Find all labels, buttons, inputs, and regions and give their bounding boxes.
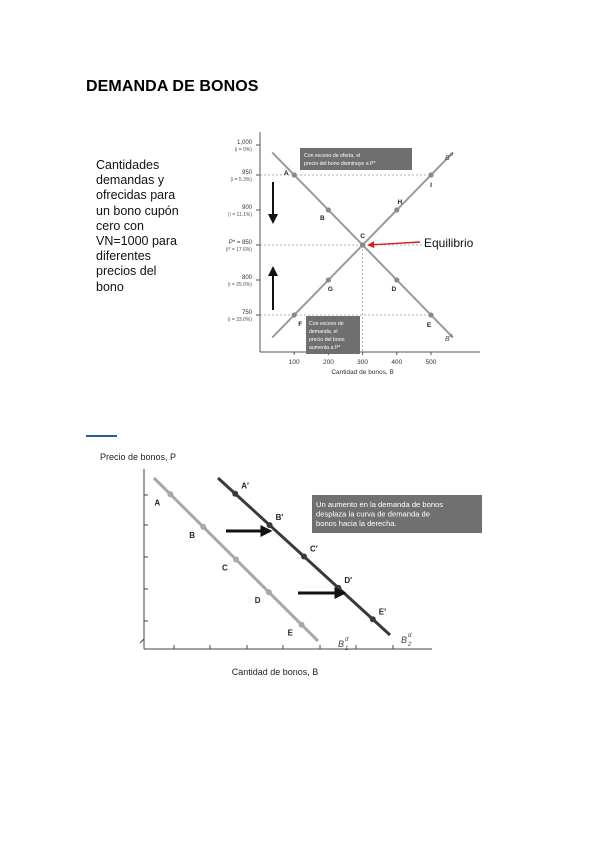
description-line: un bono cupón	[96, 203, 179, 218]
page-title: DEMANDA DE BONOS	[86, 78, 259, 95]
annotation-text: Un aumento en la demanda de bonos	[316, 500, 444, 509]
data-point	[360, 242, 365, 247]
curve2-label-sup: d	[408, 633, 412, 639]
x-tick-label: 100	[288, 359, 300, 366]
curve1-point	[200, 524, 206, 530]
y-tick-label: P* = 850	[228, 240, 252, 246]
supply-curve-label-sup: s	[450, 333, 453, 339]
curve1-label-sup: d	[345, 637, 349, 643]
figure2-axes	[100, 452, 432, 677]
curve1-point	[266, 589, 272, 595]
supply-demand-figure	[198, 120, 488, 390]
y-axis-label: Precio de bonos, P	[100, 452, 177, 462]
y-tick-sublabel: (i = 5.3%)	[230, 177, 252, 183]
excess-supply-text: Con exceso de oferta, el	[304, 153, 361, 159]
y-tick-label: 950	[241, 170, 252, 176]
curve2-point-label: B′	[275, 513, 284, 523]
y-tick-label: 1,000	[236, 140, 252, 146]
excess-supply-text: precio del bono disminuye a P*	[304, 161, 376, 167]
curve1-point	[167, 491, 173, 497]
description-line: precios del	[96, 264, 157, 279]
figure1-annotations	[273, 148, 474, 354]
curve2-point	[232, 491, 238, 497]
curve2-point	[370, 616, 376, 622]
point-label: E	[426, 322, 432, 329]
demand-curve-label-sup: d	[450, 152, 453, 158]
demand-shift-figure	[90, 445, 490, 690]
curve1-label: B	[338, 639, 345, 649]
curve1-point-label: B	[189, 530, 195, 540]
curve1-point-label: E	[287, 628, 293, 638]
x-tick-label: 400	[391, 359, 403, 366]
curve2-label-sub: 2	[408, 642, 412, 648]
point-label: I	[430, 182, 432, 189]
x-axis-label: Cantidad de bonos, B	[331, 369, 394, 376]
y-tick-sublabel: (i* = 17.6%)	[225, 247, 252, 253]
section-divider	[86, 435, 117, 437]
data-point	[428, 172, 433, 177]
curve2-point-label: A′	[241, 481, 249, 491]
description-line: bono	[96, 279, 124, 294]
y-tick-label: 750	[241, 310, 252, 316]
curve2-point	[267, 522, 273, 528]
curve2-point	[335, 585, 341, 591]
curve1-point	[299, 622, 305, 628]
axis-break	[140, 639, 144, 647]
figure2-annotations	[226, 495, 482, 593]
point-label: G	[327, 286, 333, 293]
data-point	[326, 277, 331, 282]
data-point	[394, 207, 399, 212]
data-point	[428, 312, 433, 317]
supply-curve-label: B	[445, 336, 450, 343]
y-tick-label: 800	[241, 275, 252, 281]
x-tick-label: 200	[322, 359, 334, 366]
x-tick-label: 300	[357, 359, 369, 366]
point-label: A	[283, 170, 289, 177]
description-line: VN=1000 para	[96, 234, 177, 249]
curve2-point-label: D′	[344, 575, 353, 585]
annotation-text: desplaza la curva de demanda de	[316, 509, 430, 519]
data-point	[326, 207, 331, 212]
data-point	[394, 277, 399, 282]
y-tick-sublabel: (i = 11.1%)	[228, 212, 252, 218]
data-point	[292, 172, 297, 177]
excess-demand-text: precio del bono	[309, 337, 345, 343]
point-label: B	[320, 215, 325, 222]
point-label: F	[298, 321, 303, 328]
curve2-point-label: E′	[378, 607, 387, 617]
point-label: H	[397, 199, 403, 206]
curve1-point-label: D	[254, 596, 261, 606]
excess-demand-text: demanda, el	[309, 329, 338, 335]
excess-demand-text: Con exceso de	[309, 321, 344, 327]
y-tick-sublabel: (i = 0%)	[234, 147, 252, 153]
description-line: demandas y	[96, 173, 165, 188]
equilibrium-arrow	[369, 242, 420, 245]
curve2-label: B	[401, 635, 408, 645]
curve2-point-label: C′	[310, 544, 318, 554]
curve1-point-label: A	[154, 498, 161, 508]
y-tick-sublabel: (i = 25.0%)	[227, 282, 252, 288]
description-line: Cantidades	[96, 158, 160, 172]
y-tick-label: 900	[241, 205, 252, 211]
x-axis-label: Cantidad de bonos, B	[231, 667, 319, 677]
demand-curve-label: B	[445, 155, 450, 162]
x-tick-label: 500	[425, 359, 437, 366]
curve1-point	[233, 557, 239, 563]
description-line: cero con	[96, 218, 144, 233]
curve1-point-label: C	[222, 563, 228, 573]
description-line: diferentes	[96, 249, 151, 264]
excess-demand-text: aumenta a P*	[309, 345, 341, 351]
description-line: ofrecidas para	[96, 188, 176, 203]
curve2-point	[301, 554, 307, 560]
point-label: D	[391, 286, 397, 293]
point-label: C	[360, 233, 365, 240]
curve1-label-sub: 1	[345, 646, 349, 652]
equilibrium-label: Equilibrio	[424, 236, 474, 250]
y-tick-sublabel: (i = 33.0%)	[227, 317, 252, 323]
annotation-text: bonos hacia la derecha.	[316, 519, 397, 528]
data-point	[292, 312, 297, 317]
